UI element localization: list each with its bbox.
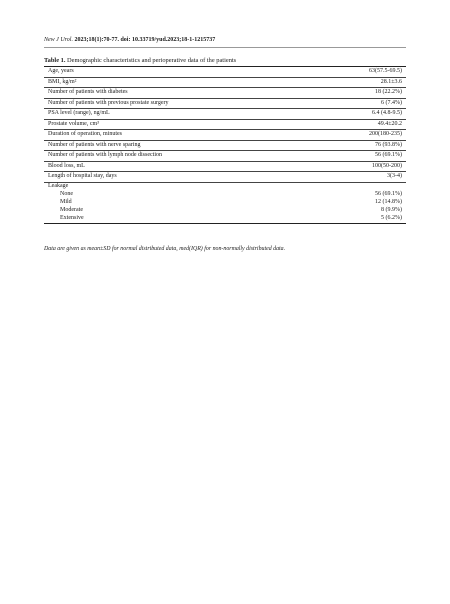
leakage-header-row (44, 182, 406, 191)
row-value: 28.1±3.6 (308, 77, 406, 88)
row-label: Number of patients with lymph node dissection (44, 151, 308, 162)
row-value: 6 (7.4%) (308, 98, 406, 109)
table-footnote: Data are given as mean±SD for normal distributed data, med(IQR) for non-normally distributed data. (44, 246, 286, 252)
leakage-item-label: Extensive (44, 215, 308, 224)
row-value: 100(50-200) (308, 161, 406, 172)
leakage-item-value: 12 (14.8%) (375, 199, 402, 205)
row-label: Number of patients with nerve sparing (44, 140, 308, 151)
row-value: 56 (69.1%) (308, 151, 406, 162)
row-value: 76 (93.8%) (308, 140, 406, 151)
leakage-item-label: Moderate (60, 207, 83, 213)
leakage-row (44, 215, 406, 224)
table-row (44, 119, 406, 130)
header-divider (44, 47, 406, 48)
row-value: 18 (22.2%) (308, 88, 406, 99)
table-row (44, 172, 406, 183)
table-row (44, 130, 406, 141)
leakage-row (44, 191, 406, 199)
row-label: Prostate volume, cm³ (44, 119, 308, 130)
citation-line: 2023;18(1):70-77. doi: 10.33719/yud.2023;18-1-1215737 (74, 37, 216, 43)
row-value: 200(180-235) (308, 130, 406, 141)
row-value: 6.4 (4.8-9.5) (308, 109, 406, 120)
table-row (44, 77, 406, 88)
row-label: PSA level (range), ng/mL (44, 109, 308, 120)
journal-name: New J Urol. (44, 37, 73, 43)
leakage-item-label: None (60, 191, 73, 197)
row-label: Length of hospital stay, days (44, 172, 308, 183)
leakage-item-value: 56 (69.1%) (375, 191, 402, 197)
running-header (44, 36, 406, 44)
leakage-item-value: 5 (6.2%) (308, 215, 406, 224)
table-row (44, 88, 406, 99)
table-title: Demographic characteristics and perioperative data of the patients (67, 57, 237, 64)
row-value: 3(3-4) (308, 172, 406, 183)
row-value: 49.4±20.2 (308, 119, 406, 130)
table-row (44, 161, 406, 172)
row-label: Age, years (44, 67, 308, 78)
row-label: Number of patients with previous prostate surgery (44, 98, 308, 109)
table-row (44, 98, 406, 109)
demographics-table (44, 66, 406, 224)
row-label: BMI, kg/m² (44, 77, 308, 88)
row-label: Number of patients with diabetes (44, 88, 308, 99)
table-number: Table 1. (44, 57, 66, 64)
leakage-item-value: 8 (9.9%) (381, 207, 402, 213)
row-label: Duration of operation, minutes (44, 130, 308, 141)
table-row (44, 151, 406, 162)
row-value: 63(57.5-69.5) (308, 67, 406, 78)
row-label: Blood loss, mL (44, 161, 308, 172)
table-row (44, 109, 406, 120)
leakage-label: Leakage (48, 183, 69, 189)
table-caption (44, 57, 406, 65)
table-row (44, 67, 406, 78)
leakage-row (44, 207, 406, 215)
leakage-row (44, 199, 406, 207)
leakage-item-label: Mild (60, 199, 72, 205)
table-row (44, 140, 406, 151)
